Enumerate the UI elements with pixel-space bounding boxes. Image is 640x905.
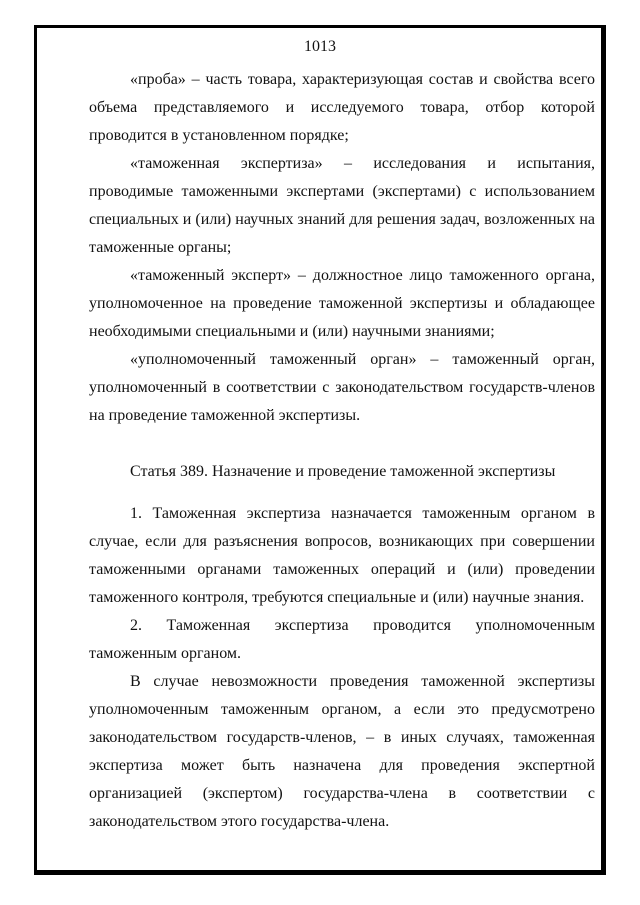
article-paragraph-2: 2. Таможенная экспертиза проводится уполномоченным таможенным органом. bbox=[89, 617, 595, 662]
definition-customs-expert: «таможенный эксперт» – должностное лицо таможенного органа, уполномоченное на проведение таможенной экспертизы и обладающее необходимыми специальными и (или) научными знаниями; bbox=[89, 267, 595, 340]
page-number: 1013 bbox=[304, 38, 336, 55]
article-paragraph-1: 1. Таможенная экспертиза назначается таможенным органом в случае, если для разъяснения вопросов, возникающих при совершении таможенными органами таможенных операций и (или) проведении таможенного контроля, требуются специальные и (или) научные знания. bbox=[89, 505, 595, 606]
definition-authorized-customs-body: «уполномоченный таможенный орган» – таможенный орган, уполномоченный в соответствии с законодательством государств-членов на проведение таможенной экспертизы. bbox=[89, 351, 595, 424]
definition-proba: «проба» – часть товара, характеризующая состав и свойства всего объема представляемого и исследуемого товара, отбор которой проводится в установленном порядке; bbox=[89, 71, 595, 144]
definition-customs-expertise: «таможенная экспертиза» – исследования и испытания, проводимые таможенными экспертами (экспертами) с использованием специальных и (или) научных знаний для решения задач, возложенных на таможенные органы; bbox=[89, 155, 595, 256]
article-paragraph-3: В случае невозможности проведения таможенной экспертизы уполномоченным таможенным органом, а если это предусмотрено законодательством государств-членов, – в иных случаях, таможенная экспертиза может быть назначена для проведения экспертной организацией (экспертом) государства-члена в соответствии с законодательством этого государства-члена. bbox=[89, 673, 595, 830]
article-title: Статья 389. Назначение и проведение таможенной экспертизы bbox=[130, 463, 556, 480]
document-body bbox=[89, 66, 595, 836]
